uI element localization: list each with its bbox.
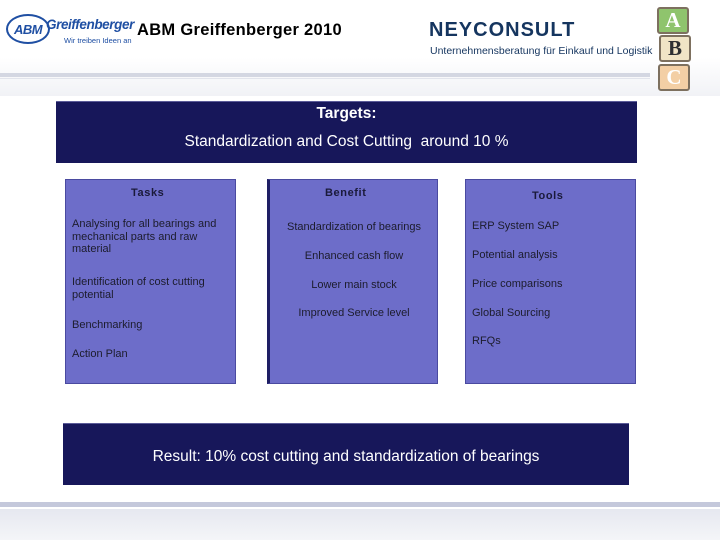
block-b: B: [659, 35, 691, 62]
benefit-heading: Benefit: [325, 187, 367, 199]
neyconsult-logo-name: NEYCONSULT: [429, 19, 576, 41]
task-item: Benchmarking: [72, 319, 143, 331]
result-box: [63, 423, 629, 485]
targets-title: Targets:: [316, 105, 377, 122]
tasks-column: [65, 179, 236, 384]
benefit-item: Standardization of bearings: [287, 221, 421, 233]
abm-logo-name: Greiffenberger: [46, 17, 134, 32]
result-text: Result: 10% cost cutting and standardization of bearings: [152, 448, 540, 465]
targets-box: [56, 101, 637, 163]
header-divider-thin: [0, 78, 650, 79]
block-a: A: [657, 7, 689, 34]
tasks-heading: Tasks: [131, 187, 165, 199]
abm-greiffenberger-logo: [6, 12, 134, 50]
tools-heading: Tools: [532, 190, 564, 202]
block-c: C: [658, 64, 690, 91]
task-item: Identification of cost cutting potential: [72, 276, 205, 301]
slide-title: ABM Greiffenberger 2010: [137, 21, 342, 39]
tool-item: Global Sourcing: [472, 307, 551, 319]
header-divider: [0, 73, 650, 77]
tool-item: Price comparisons: [472, 278, 563, 290]
abm-logo-tagline: Wir treiben Ideen an: [64, 36, 132, 45]
tools-column: [465, 179, 636, 384]
benefit-item: Enhanced cash flow: [304, 250, 404, 262]
slide-header: [0, 0, 720, 96]
neyconsult-logo-subtitle: Unternehmensberatung für Einkauf und Logistik: [430, 45, 653, 57]
benefit-item: Lower main stock: [311, 279, 397, 291]
tool-item: ERP System SAP: [472, 220, 560, 232]
task-item: Analysing for all bearings and mechanical parts and raw material: [72, 218, 217, 255]
abm-logo-mark: ABM: [6, 14, 50, 44]
footer-band-light: [0, 509, 720, 540]
footer-band: [0, 502, 720, 507]
benefit-item: Improved Service level: [298, 307, 410, 319]
abc-blocks-icon: [654, 7, 694, 95]
tool-item: Potential analysis: [472, 249, 558, 261]
tool-item: RFQs: [472, 335, 501, 347]
task-item: Action Plan: [72, 348, 128, 360]
targets-text: Standardization and Cost Cutting around 10 %: [184, 133, 509, 150]
benefit-column: [267, 179, 438, 384]
